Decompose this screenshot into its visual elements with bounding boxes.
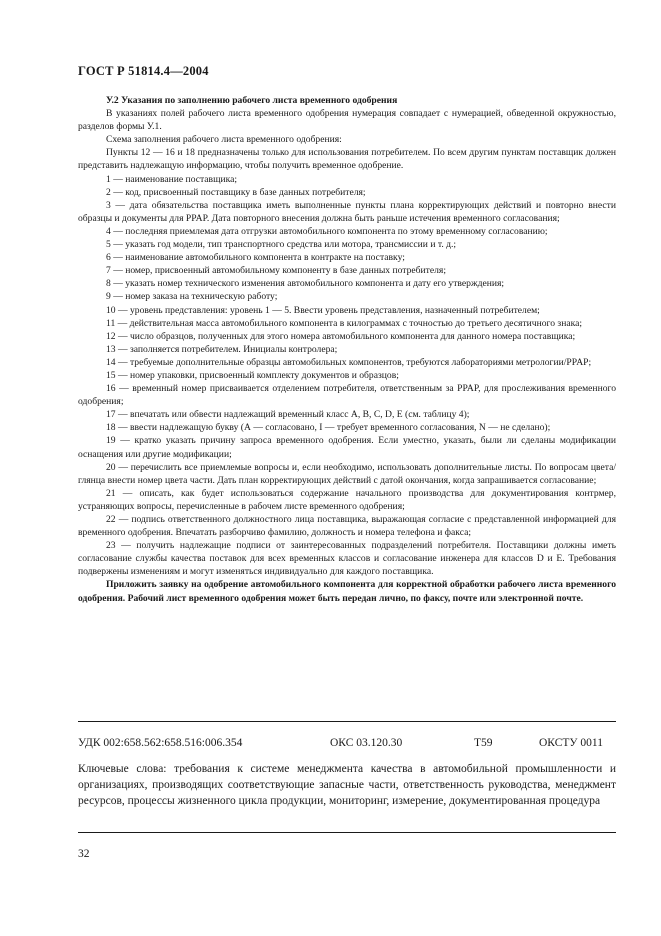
list-item-15: 15 — номер упаковки, присвоенный комплекту документов и образцов;: [106, 369, 399, 381]
list-item-14: 14 — требуемые дополнительные образцы автомобильных компонентов, требуются лабораториями метрологии/PPAP;: [106, 356, 592, 368]
list-item-11: 11 — действительная масса автомобильного компонента в килограммах с точностью до третьего десятичного знака;: [106, 317, 583, 329]
list-item-9: 9 — номер заказа на техническую работу;: [106, 291, 278, 303]
final-note: Приложить заявку на одобрение автомобильного компонента для корректной обработки рабочего листа временного одобрения. Рабочий лист временного одобрения может быть передан лично, по факсу, почте или электронной почте.: [78, 579, 616, 604]
list-item-10: 10 — уровень представления: уровень 1 — 5. Ввести уровень представления, назначенный потребителем;: [106, 304, 540, 316]
list-item-6: 6 — наименование автомобильного компонента в контракте на поставку;: [106, 252, 405, 264]
page-number: 32: [78, 848, 90, 860]
list-item-18: 18 — ввести надлежащую букву (А — согласовано, I — требует временного согласования, N — не сделано);: [106, 422, 551, 434]
udk-code: УДК 002:658.562:658.516:006.354: [78, 737, 243, 749]
document-header: ГОСТ Р 51814.4—2004: [78, 64, 209, 78]
list-item-13: 13 — заполняется потребителем. Инициалы контролера;: [106, 343, 338, 355]
paragraph-scheme: Схема заполнения рабочего листа временного одобрения:: [106, 134, 342, 146]
list-item-3: 3 — дата обязательства поставщика иметь выполненные пункты плана корректирующих действий и повторно внести образцы и документы для PPAP. Дата повторного внесения должна быть раньше истечения временного согласования;: [78, 199, 616, 224]
keywords-block: [78, 761, 616, 810]
list-item-12: 12 — число образцов, полученных для этого номера автомобильного компонента для данного номера поставщика;: [106, 330, 576, 342]
list-item-2: 2 — код, присвоенный поставщику в базе данных потребителя;: [106, 186, 366, 198]
list-item-22: 22 — подпись ответственного должностного лица поставщика, выражающая согласие с представленной информацией для временного одобрения. Впечатать разборчиво фамилию, должность и номера телефона и факса;: [78, 514, 616, 539]
footer-divider-top: [78, 721, 616, 722]
list-item-1: 1 — наименование поставщика;: [106, 173, 238, 185]
footer-divider-bottom: [78, 832, 616, 833]
t-code: Т59: [474, 737, 493, 749]
list-item-7: 7 — номер, присвоенный автомобильному компоненту в базе данных потребителя;: [106, 265, 446, 277]
oks-code: ОКС 03.120.30: [330, 737, 403, 749]
list-item-8: 8 — указать номер технического изменения автомобильного компонента и дату его утверждения;: [106, 278, 505, 290]
list-item-4: 4 — последняя приемлемая дата отгрузки автомобильного компонента по этому временному согласованию;: [106, 225, 548, 237]
list-item-17: 17 — впечатать или обвести надлежащий временный класс А, В, С, D, Е (см. таблицу 4);: [106, 409, 470, 421]
okstu-code: ОКСТУ 0011: [539, 737, 603, 749]
list-item-19: 19 — кратко указать причину запроса временного одобрения. Если уместно, указать, были ли сделаны модификации оснащения или другие модификации;: [78, 435, 616, 460]
keywords-label: Ключевые слова:: [78, 763, 167, 775]
paragraph-items-note: Пункты 12 — 16 и 18 предназначены только для использования потребителем. По всем другим пунктам поставщик должен представить надлежащую информацию, чтобы получить временное одобрение.: [78, 147, 616, 172]
list-item-23: 23 — получить надлежащие подписи от заинтересованных подразделений потребителя. Поставщики должны иметь согласование службы качества поставок для всех временных классов и согласование инженера для классов D и Е. Требования подвержены изменениям и могут изменяться индивидуально для каждого поставщика.: [78, 540, 616, 578]
list-item-16: 16 — временный номер присваивается отделением потребителя, ответственным за PPAP, для прослеживания временного одобрения;: [78, 383, 616, 408]
list-item-20: 20 — перечислить все приемлемые вопросы и, если необходимо, использовать дополнительные листы. По вопросам цвета/глянца внести номер цвета части. Дать план корректирующих действий с датой окончания, когда запрашивается согласование;: [78, 461, 616, 486]
instructions-section: [78, 94, 616, 605]
paragraph-intro: В указаниях полей рабочего листа временного одобрения нумерация совпадает с нумерацией, обведенной окружностью, разделов формы У.1.: [78, 108, 616, 133]
keywords-text: требования к системе менеджмента качества в автомобильной промышленности и организациях, производящих соответствующие запасные части, ответственность руководства, менеджмент ресурсов, процессы жизненного цикла продукции, мониторинг, измерение, документированная процедура: [78, 763, 617, 808]
section-title: У.2 Указания по заполнению рабочего листа временного одобрения: [106, 95, 398, 106]
list-item-5: 5 — указать год модели, тип транспортного средства или мотора, трансмиссии и т. д.;: [106, 239, 457, 251]
list-item-21: 21 — описать, как будет использоваться содержание начального производства для документирования контрмер, устраняющих вопросы, перечисленные в рабочем листе временного одобрения;: [78, 487, 616, 512]
